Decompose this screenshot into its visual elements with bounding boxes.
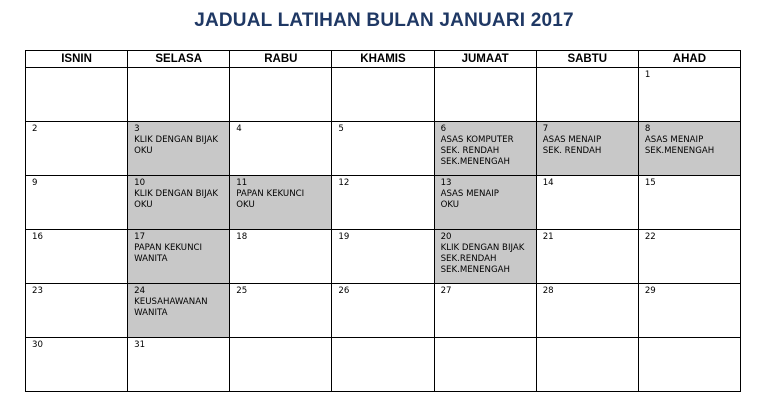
calendar-day-cell xyxy=(230,176,332,230)
event-text-line: OKU xyxy=(236,200,255,210)
event-text-line: OKU xyxy=(134,200,153,210)
day-number: 12 xyxy=(338,178,350,188)
event-text-line: OKU xyxy=(440,200,460,210)
day-number: 31 xyxy=(134,340,146,350)
calendar-cell-content xyxy=(537,176,638,229)
calendar-cell-content xyxy=(639,122,740,175)
calendar-day-cell xyxy=(332,176,434,230)
calendar-cell-content xyxy=(639,68,740,121)
day-number: 28 xyxy=(542,286,554,296)
calendar-day-cell xyxy=(26,284,128,338)
calendar-day-cell xyxy=(230,122,332,176)
calendar-cell-content xyxy=(537,338,638,391)
calendar-cell-content xyxy=(639,176,740,229)
calendar-cell-content xyxy=(332,338,433,391)
calendar-day-cell xyxy=(638,338,740,392)
day-number: 11 xyxy=(236,178,248,188)
day-number: 6 xyxy=(440,124,447,134)
day-number: 8 xyxy=(644,124,651,134)
calendar-cell-content xyxy=(332,68,433,121)
calendar-day-cell xyxy=(26,176,128,230)
event-text-line: WANITA xyxy=(134,308,168,318)
day-number: 23 xyxy=(32,286,43,296)
calendar-day-cell xyxy=(26,68,128,122)
day-number: 26 xyxy=(338,286,350,296)
event-text-line: KLIK DENGAN BIJAK xyxy=(134,189,218,199)
day-number: 24 xyxy=(134,286,146,296)
calendar-day-cell xyxy=(128,338,230,392)
event-text-line: ASAS MENAIP xyxy=(644,135,704,145)
weekday-header-jumaat: JUMAAT xyxy=(434,51,536,68)
calendar-cell-content xyxy=(435,230,536,283)
calendar-week-row xyxy=(26,176,741,230)
calendar-day-cell xyxy=(536,338,638,392)
calendar-cell-content xyxy=(435,68,536,121)
day-number: 20 xyxy=(440,232,452,242)
day-number: 29 xyxy=(644,286,656,296)
calendar-day-cell xyxy=(332,338,434,392)
calendar-cell-content xyxy=(537,122,638,175)
calendar-cell-content xyxy=(230,284,331,337)
day-number: 2 xyxy=(32,124,38,134)
day-number: 21 xyxy=(542,232,554,242)
calendar-day-cell xyxy=(536,284,638,338)
calendar-day-cell xyxy=(230,338,332,392)
day-number: 27 xyxy=(440,286,452,296)
calendar-cell-content xyxy=(435,338,536,391)
event-text-line: ASAS MENAIP xyxy=(542,135,602,145)
event-text-line: SEK.RENDAH xyxy=(440,254,497,264)
calendar-day-cell xyxy=(638,284,740,338)
day-number: 13 xyxy=(440,178,452,188)
event-text-line: PAPAN KEKUNCI xyxy=(134,243,203,253)
calendar-cell-content xyxy=(435,122,536,175)
calendar-day-cell xyxy=(638,176,740,230)
calendar-day-cell xyxy=(434,176,536,230)
day-number: 1 xyxy=(644,70,651,80)
calendar-day-cell xyxy=(230,284,332,338)
weekday-header-selasa: SELASA xyxy=(128,51,230,68)
day-number: 15 xyxy=(644,178,656,188)
calendar-cell-content xyxy=(537,284,638,337)
calendar-day-cell xyxy=(128,68,230,122)
calendar-day-cell xyxy=(434,338,536,392)
calendar-week-row xyxy=(26,338,741,392)
calendar-day-cell xyxy=(434,68,536,122)
day-number: 4 xyxy=(236,124,242,134)
calendar-day-cell xyxy=(332,68,434,122)
page-title: JADUAL LATIHAN BULAN JANUARI 2017 xyxy=(194,10,574,31)
calendar-cell-content xyxy=(332,284,433,337)
day-number: 19 xyxy=(338,232,350,242)
calendar-cell-content xyxy=(128,122,229,175)
day-number: 3 xyxy=(134,124,140,134)
calendar-cell-content xyxy=(26,122,127,175)
event-text-line: ASAS MENAIP xyxy=(440,189,499,199)
calendar-cell-content xyxy=(128,176,229,229)
calendar-cell-content xyxy=(26,176,127,229)
day-number: 9 xyxy=(32,178,38,188)
calendar-week-row xyxy=(26,122,741,176)
calendar-cell-content xyxy=(537,68,638,121)
calendar-day-cell xyxy=(230,68,332,122)
event-text-line: SEK.MENENGAH xyxy=(440,157,510,167)
calendar-cell-content xyxy=(230,122,331,175)
day-number: 14 xyxy=(542,178,554,188)
calendar-cell-content xyxy=(435,284,536,337)
event-text-line: SEK. RENDAH xyxy=(440,146,500,156)
calendar-week-row xyxy=(26,284,741,338)
day-number: 17 xyxy=(134,232,146,242)
calendar-day-cell xyxy=(230,230,332,284)
calendar-cell-content xyxy=(332,122,433,175)
calendar-day-cell xyxy=(128,176,230,230)
calendar-day-cell xyxy=(536,176,638,230)
day-number: 7 xyxy=(542,124,549,134)
calendar-cell-content xyxy=(332,230,433,283)
calendar-cell-content xyxy=(128,338,229,391)
calendar-table xyxy=(25,50,741,392)
calendar-day-cell xyxy=(26,230,128,284)
calendar-cell-content xyxy=(639,230,740,283)
calendar-day-cell xyxy=(128,122,230,176)
day-number: 22 xyxy=(644,232,656,242)
calendar-day-cell xyxy=(638,68,740,122)
calendar-cell-content xyxy=(230,338,331,391)
event-text-line: KLIK DENGAN BIJAK xyxy=(134,135,218,145)
day-number: 18 xyxy=(236,232,248,242)
weekday-header-rabu: RABU xyxy=(230,51,332,68)
calendar-cell-content xyxy=(639,284,740,337)
calendar-cell-content xyxy=(26,284,127,337)
calendar-day-cell xyxy=(536,230,638,284)
weekday-header-row xyxy=(26,51,741,68)
event-text-line: OKU xyxy=(134,146,153,156)
day-number: 5 xyxy=(338,124,344,134)
calendar-day-cell xyxy=(128,230,230,284)
calendar-body xyxy=(26,68,741,392)
calendar-day-cell xyxy=(536,122,638,176)
event-text-line: SEK.MENENGAH xyxy=(440,265,510,275)
calendar-day-cell xyxy=(332,230,434,284)
event-text-line: KLIK DENGAN BIJAK xyxy=(440,243,525,253)
calendar-cell-content xyxy=(537,230,638,283)
day-number: 10 xyxy=(134,178,146,188)
calendar-day-cell xyxy=(26,338,128,392)
day-number: 30 xyxy=(32,340,43,350)
weekday-header-sabtu: SABTU xyxy=(536,51,638,68)
calendar-cell-content xyxy=(128,230,229,283)
event-text-line: SEK.MENENGAH xyxy=(644,146,715,156)
calendar-cell-content xyxy=(26,68,127,121)
calendar-day-cell xyxy=(128,284,230,338)
calendar-cell-content xyxy=(128,284,229,337)
day-number: 25 xyxy=(236,286,248,296)
calendar-cell-content xyxy=(332,176,433,229)
calendar-week-row xyxy=(26,68,741,122)
calendar-day-cell xyxy=(434,230,536,284)
calendar-week-row xyxy=(26,230,741,284)
calendar-day-cell xyxy=(332,284,434,338)
weekday-header-ahad: AHAD xyxy=(638,51,740,68)
calendar-cell-content xyxy=(26,230,127,283)
calendar-cell-content xyxy=(26,338,127,391)
calendar-day-cell xyxy=(536,68,638,122)
calendar-cell-content xyxy=(230,68,331,121)
calendar-cell-content xyxy=(639,338,740,391)
calendar-day-cell xyxy=(638,122,740,176)
event-text-line: SEK. RENDAH xyxy=(542,146,602,156)
event-text-line: KEUSAHAWANAN xyxy=(134,297,208,307)
day-number: 16 xyxy=(32,232,43,242)
event-text-line: WANITA xyxy=(134,254,168,264)
calendar-cell-content xyxy=(230,230,331,283)
event-text-line: ASAS KOMPUTER xyxy=(440,135,514,145)
calendar-day-cell xyxy=(26,122,128,176)
weekday-header-isnin: ISNIN xyxy=(26,51,128,68)
weekday-header-khamis: KHAMIS xyxy=(332,51,434,68)
calendar-day-cell xyxy=(332,122,434,176)
calendar-cell-content xyxy=(128,68,229,121)
calendar-cell-content xyxy=(435,176,536,229)
calendar-cell-content xyxy=(230,176,331,229)
calendar-day-cell xyxy=(638,230,740,284)
event-text-line: PAPAN KEKUNCI xyxy=(236,189,305,199)
calendar-day-cell xyxy=(434,284,536,338)
calendar-day-cell xyxy=(434,122,536,176)
